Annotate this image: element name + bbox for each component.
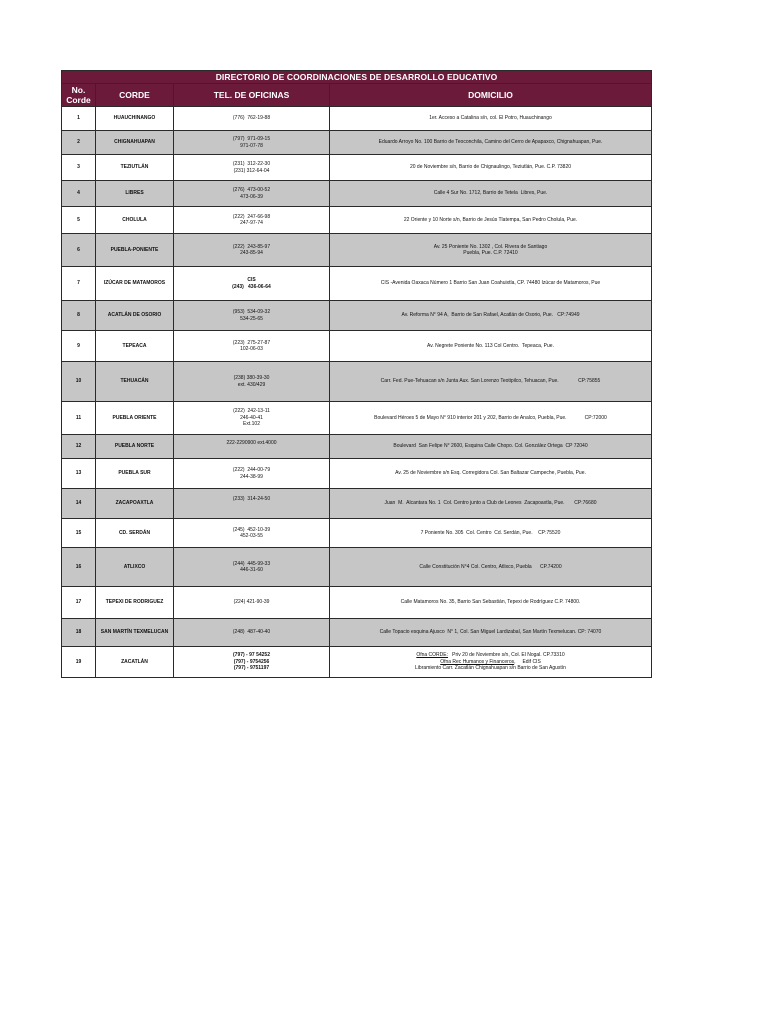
row-tel — [174, 619, 330, 647]
row-number: 2 — [62, 131, 96, 155]
row-corde: ACATLÁN DE OSORIO — [96, 301, 174, 331]
directory-table — [61, 70, 652, 678]
row-corde: HUAUCHINANGO — [96, 107, 174, 131]
table-row — [62, 207, 652, 234]
row-domicilio — [330, 548, 652, 587]
office-label-corde: Ofna CORDE: — [416, 652, 449, 659]
row-tel-line: (222) 247-66-98 — [232, 213, 271, 220]
row-tel-line: ext. 430/429 — [237, 381, 266, 388]
row-tel-line: 473-06-39 — [240, 193, 263, 200]
col-header-number-line1: No. — [71, 85, 86, 95]
row-corde: CD. SERDÁN — [96, 519, 174, 548]
col-header-number — [62, 84, 96, 107]
row-tel-line: 452-03-55 — [240, 533, 263, 539]
row-number: 11 — [62, 402, 96, 435]
row-domicilio — [330, 647, 652, 678]
title-row — [62, 71, 652, 84]
office-address-corde: Priv 20 de Noviembre s/n, Col. El Nogal. CP.73310 — [448, 652, 565, 659]
row-domicilio — [330, 519, 652, 548]
table-row — [62, 587, 652, 619]
office-label-rrhh: Ofna Rec Humanos y Financeros — [440, 658, 515, 665]
row-domicilio-line: Eduardo Arroyo No. 100 Barrio de Teoconchila, Camino del Cerro de Apapaxco, Chignahuapan, Pue. — [378, 139, 603, 146]
col-header-tel: TEL. DE OFICINAS — [174, 84, 330, 107]
row-tel — [174, 181, 330, 207]
row-tel-line: 534-25-65 — [240, 315, 263, 322]
table-row — [62, 267, 652, 301]
header-row — [62, 84, 652, 107]
table-row — [62, 619, 652, 647]
row-number: 14 — [62, 489, 96, 519]
row-tel — [174, 647, 330, 678]
row-domicilio-line: 20 de Noviembre s/n, Barrio de Chignaulingo, Teziutlán, Pue. C.P. 73820 — [409, 164, 572, 171]
row-number: 1 — [62, 107, 96, 131]
row-tel — [174, 331, 330, 362]
row-domicilio — [330, 459, 652, 489]
row-tel — [174, 362, 330, 402]
table-row — [62, 647, 652, 678]
table-row — [62, 548, 652, 587]
row-number: 10 — [62, 362, 96, 402]
row-corde: PUEBLA-PONIENTE — [96, 234, 174, 267]
table-row — [62, 181, 652, 207]
row-tel-line: 244-38-99 — [240, 473, 263, 480]
row-corde: TEZIUTLÁN — [96, 155, 174, 181]
row-corde: CHOLULA — [96, 207, 174, 234]
row-tel-line: (243) 436-06-64 — [232, 283, 271, 290]
row-number: 19 — [62, 647, 96, 678]
table-row — [62, 362, 652, 402]
row-domicilio — [330, 267, 652, 301]
row-domicilio-line: Calle 4 Sur No. 1712, Barrio de Tetela Libres, Pue. — [433, 190, 548, 197]
row-tel — [174, 234, 330, 267]
row-domicilio — [330, 489, 652, 519]
table-row — [62, 131, 652, 155]
col-header-domicilio: DOMICILIO — [330, 84, 652, 107]
row-domicilio — [330, 107, 652, 131]
row-domicilio — [330, 301, 652, 331]
row-number: 13 — [62, 459, 96, 489]
row-tel — [174, 155, 330, 181]
row-tel — [174, 207, 330, 234]
table-row — [62, 459, 652, 489]
row-corde: ZACAPOAXTLA — [96, 489, 174, 519]
row-tel — [174, 267, 330, 301]
row-domicilio — [330, 207, 652, 234]
col-header-number-line2: Corde — [66, 95, 91, 105]
row-domicilio — [330, 181, 652, 207]
row-corde: PUEBLA SUR — [96, 459, 174, 489]
row-domicilio-line: Libramiento Carr. Zacatlán Chignahuapan s/n Barrio de San Agustín — [415, 665, 566, 672]
row-tel-line: (248) 487-40-40 — [232, 629, 271, 636]
row-tel — [174, 435, 330, 459]
row-corde: PUEBLA NORTE — [96, 435, 174, 459]
row-domicilio-line: Juan M. Alcantara No. 1 Col. Centro junto a Club de Leones Zacapoaxtla, Pue. CP:76680 — [384, 500, 597, 507]
row-corde: IZÚCAR DE MATAMOROS — [96, 267, 174, 301]
row-tel — [174, 519, 330, 548]
row-tel-line: (222) 242-13-11 — [233, 408, 270, 415]
table-row — [62, 435, 652, 459]
row-tel-line: (797) - 97 54252 — [233, 652, 270, 659]
row-tel-line: 102-06-03 — [240, 346, 263, 352]
row-tel-line: 247-97-74 — [240, 220, 263, 226]
row-tel — [174, 587, 330, 619]
row-tel-line: 243-85-94 — [240, 250, 263, 256]
row-corde: ZACATLÁN — [96, 647, 174, 678]
row-tel-line: (231) 312-22-30 — [232, 161, 271, 168]
row-tel — [174, 459, 330, 489]
row-tel-line: (776) 762-19-88 — [232, 115, 271, 122]
row-tel — [174, 301, 330, 331]
row-tel-line: 246-40-41 — [240, 414, 263, 421]
row-number: 4 — [62, 181, 96, 207]
row-tel-line: (797) - 9754256 — [233, 658, 270, 665]
row-tel-line: (224) 421-90-39 — [233, 599, 270, 606]
row-corde: TEHUACÁN — [96, 362, 174, 402]
row-domicilio-line: Av. Negrete Poniente No. 113 Col Centro. Tepeaca, Pue. — [427, 342, 554, 349]
table-row — [62, 234, 652, 267]
row-domicilio-line: Calle Topacio esquina Ajusco N° 1, Col. San Miguel Lardizabal, San Martín Texmelucan. CP: 74070 — [379, 629, 602, 636]
row-tel-line: Ext.102 — [243, 421, 260, 428]
row-domicilio — [330, 155, 652, 181]
row-tel — [174, 489, 330, 519]
row-corde: CHIGNAHUAPAN — [96, 131, 174, 155]
row-domicilio-line: Av. 25 de Noviembre s/n Esq. Corregidora Col. San Baltazar Campeche, Puebla, Pue. — [395, 470, 586, 477]
row-corde: TEPEXI DE RODRIGUEZ — [96, 587, 174, 619]
row-tel — [174, 402, 330, 435]
row-number: 3 — [62, 155, 96, 181]
row-tel — [174, 548, 330, 587]
table-row — [62, 519, 652, 548]
row-domicilio — [330, 331, 652, 362]
row-corde: SAN MARTÍN TEXMELUCAN — [96, 619, 174, 647]
row-corde: PUEBLA ORIENTE — [96, 402, 174, 435]
row-corde: LIBRES — [96, 181, 174, 207]
row-domicilio-line: Puebla, Pue. C.P. 72410 — [463, 250, 518, 256]
row-tel-line: 446-31-60 — [240, 567, 263, 573]
row-domicilio-line: Carr. Fed. Pue-Tehuacan s/n Junta Aux. San Lorenzo Teotipilco, Tehuacan, Pue. CP:75855 — [380, 378, 601, 385]
row-number: 7 — [62, 267, 96, 301]
row-corde: TEPEACA — [96, 331, 174, 362]
row-number: 12 — [62, 435, 96, 459]
row-tel-line: (797) - 9751197 — [233, 665, 270, 672]
row-domicilio-line: CIS -Avenida Oaxaca Número 1 Barrio San Juan Coahuixtla, CP. 74480 Izúcar de Matamoros, Pue — [380, 280, 601, 287]
row-number: 16 — [62, 548, 96, 587]
row-tel — [174, 107, 330, 131]
row-tel-line: (244) 445-99-33 — [232, 560, 271, 567]
row-number: 5 — [62, 207, 96, 234]
row-number: 15 — [62, 519, 96, 548]
table-row — [62, 155, 652, 181]
row-domicilio-line: Boulevard Héroes 5 de Mayo N° 910 interior 201 y 202, Barrio de Analco, Puebla, Pue. CP:72000 — [374, 414, 607, 421]
office-address-rrhh: , Edif CIS — [514, 658, 541, 665]
row-domicilio-line: Calle Constitución N°4 Col. Centro, Atlixco, Puebla CP.74200 — [419, 563, 562, 570]
row-tel-line: (223) 275-27-87 — [232, 339, 271, 346]
row-domicilio — [330, 402, 652, 435]
row-domicilio — [330, 619, 652, 647]
row-number: 9 — [62, 331, 96, 362]
row-domicilio-line: Boulevard San Felipe N° 2600, Esquina Calle Chopo. Col. González Ortega CP 72040 — [393, 443, 588, 450]
row-tel-line: 971-07-78 — [240, 142, 263, 149]
row-domicilio-line: Av. 25 Poniente No. 1302 , Col. Rivera de Santiago — [433, 243, 548, 250]
row-tel-line: CIS — [247, 277, 256, 284]
row-domicilio-line: 7 Poniente No. 305 Col. Centro Cd. Serdán, Pue. CP:75520 — [420, 529, 561, 536]
row-domicilio — [330, 362, 652, 402]
table-row — [62, 331, 652, 362]
row-corde: ATLIXCO — [96, 548, 174, 587]
row-domicilio — [330, 587, 652, 619]
row-tel-line: (276) 473-00-52 — [232, 187, 271, 194]
row-tel-line: (231) 312-64-04 — [233, 167, 270, 174]
row-tel-line: (797) 971-09-15 — [232, 136, 271, 143]
col-header-corde: CORDE — [96, 84, 174, 107]
table-row — [62, 107, 652, 131]
row-number: 18 — [62, 619, 96, 647]
row-domicilio — [330, 131, 652, 155]
table-body — [62, 107, 652, 678]
row-tel-line: (233) 314-24-50 — [232, 495, 271, 502]
row-domicilio — [330, 234, 652, 267]
row-tel — [174, 131, 330, 155]
row-domicilio-line: Calle Matamoros No. 35, Barrio San Sebastián, Tepexi de Rodríguez C.P. 74800. — [400, 599, 581, 606]
row-number: 6 — [62, 234, 96, 267]
row-tel-line: (222) 244-00-79 — [232, 467, 271, 474]
row-domicilio-line: 22 Oriente y 10 Norte s/n, Barrio de Jesús Tlatempa, San Pedro Cholula, Pue. — [403, 216, 578, 223]
row-tel-line: 222-2290900 ext.4000 — [226, 440, 277, 447]
row-tel-line: (238) 380-39-30 — [233, 375, 270, 382]
table-row — [62, 489, 652, 519]
table-row — [62, 402, 652, 435]
table-title: DIRECTORIO DE COORDINACIONES DE DESARROLLO EDUCATIVO — [62, 71, 652, 84]
row-domicilio-line: 1er. Acceso a Catalina s/n, col. El Potro, Huauchinango — [429, 115, 552, 122]
row-domicilio-line: Av. Reforma N° 94 A, Barrio de San Rafael, Acatlán de Osorio, Pue. CP:74949 — [401, 312, 580, 319]
row-number: 8 — [62, 301, 96, 331]
row-tel-line: (953) 534-09-32 — [232, 309, 271, 316]
row-tel-line: (222) 243-85-97 — [232, 243, 271, 250]
table-row — [62, 301, 652, 331]
row-tel-line: (245) 452-10-39 — [232, 526, 271, 533]
row-number: 17 — [62, 587, 96, 619]
row-domicilio — [330, 435, 652, 459]
